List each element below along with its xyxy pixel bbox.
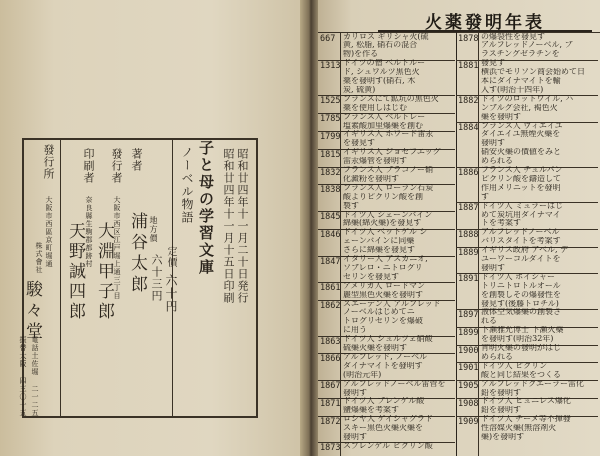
- timeline-year: 1846: [320, 229, 341, 240]
- timeline-event: 炭, 硫黄): [343, 85, 376, 94]
- timeline-event: 酸と同じ結果をつくる: [481, 370, 561, 379]
- timeline-year: 1838: [320, 185, 341, 196]
- price-local-label: 地方價: [149, 216, 158, 243]
- timeline-event: を發見す: [343, 139, 375, 148]
- timeline-event: 塩素酸加里爆藥を創む: [343, 121, 423, 130]
- timeline-year: 1878: [458, 34, 479, 44]
- timeline-event: ノーベルはじめてニ: [343, 308, 415, 317]
- timeline-event: ェーンバインに同藥: [343, 237, 415, 246]
- timeline-year: 1901: [458, 363, 479, 374]
- timeline-event: トを考案す: [481, 219, 521, 228]
- timeline-event: 發見す: [481, 59, 505, 68]
- timeline-event: フランス人 ベルトレー: [343, 112, 426, 121]
- timeline-year: 1845: [320, 212, 341, 222]
- timeline-event: ロシヤ人 ゲイシャグラド: [343, 415, 433, 424]
- price-label: 定價: [165, 246, 176, 268]
- timeline-year: 1882: [458, 96, 479, 107]
- timeline-event: ドイツの僧 ベルトルー: [343, 59, 426, 68]
- timeline-event: 物)を作る: [343, 50, 379, 59]
- author-name: 浦谷太郎: [127, 212, 147, 296]
- timeline-event: れる: [481, 317, 497, 326]
- timeline-event: 薬を發明す(硝石, 木: [343, 77, 416, 85]
- timeline-event: ダイナマイトを發明す: [343, 361, 423, 370]
- timeline-year: 1908: [458, 398, 479, 409]
- timeline-event: 藥を發明す: [481, 112, 521, 121]
- timeline-event: 鉛を發明す: [481, 406, 521, 415]
- issuer-company-type: 株式會社: [35, 242, 43, 274]
- timeline-event: ピクリン酸を鑄造して: [481, 174, 561, 183]
- issuer-name: 駿々堂: [22, 280, 42, 343]
- timeline-year: 1862: [320, 301, 341, 311]
- timeline-year: 1884: [458, 123, 479, 133]
- timeline-year: 1861: [320, 283, 341, 294]
- timeline-event: 藥)を發明す: [481, 433, 525, 441]
- timeline-event: スエーデン人 アルフレッド: [343, 299, 441, 308]
- timeline-event: ラスチングゼラチンを: [481, 50, 560, 59]
- timeline-event: 性溶媒火藥(無溶剤火: [481, 424, 557, 433]
- timeline-event: ドイツ人 チーメ等不揮發: [481, 415, 571, 424]
- publisher-name: 大淵甲子郎: [94, 222, 114, 322]
- timeline-event: アルフレッドノーベル: [481, 228, 560, 237]
- timeline-event: イギリス人 ホワード雷汞: [343, 130, 434, 139]
- timeline-event: トリニトロトルオール: [481, 281, 561, 290]
- timeline-event: 下瀬雅允博士 下瀬火藥: [481, 326, 564, 335]
- timeline-year: 1525: [320, 96, 341, 107]
- timeline-year: 1871: [320, 398, 341, 409]
- timeline-event: ドイツ人 シェーンバイン: [343, 210, 433, 219]
- timeline-year: 1815: [320, 149, 341, 160]
- timeline-year: 1866: [320, 354, 341, 365]
- timeline-event: フランスにて鉱坑の黒色火: [343, 94, 439, 103]
- timeline-event: 横浜でモリソン商会始めて日: [481, 68, 585, 77]
- publish-date: 昭和廿四年十一月二十日発行: [236, 148, 249, 304]
- issuer-phone: 電話土佐堀 二一二五: [31, 336, 39, 417]
- book-title: ノーベル物語: [180, 146, 194, 224]
- price-local-value: 六十三円: [150, 254, 163, 302]
- timeline-event: 化澱粉を發明す: [343, 174, 399, 183]
- timeline-event: アルフレッドクエーラー雷化: [481, 379, 584, 388]
- timeline-event: められる: [481, 157, 513, 166]
- author-label: 著者: [130, 148, 143, 172]
- timeline-year: 1863: [320, 336, 341, 347]
- timeline-event: 薬を使用しはじむ: [343, 103, 407, 112]
- timeline-event: 雷汞爆管を發明す: [343, 157, 407, 166]
- timeline-year: 667: [320, 34, 336, 44]
- issuer-label: 發行所: [42, 144, 55, 180]
- timeline-event: ドイツ人 ベットゲル シ: [343, 228, 428, 237]
- timeline-event: 綿藥(綿火藥)を發見す: [343, 219, 422, 228]
- timeline-event: アメリカ人 ロードマン: [343, 281, 425, 290]
- timeline-event: 發明す: [343, 388, 367, 397]
- timeline-event: ダイエイユ無煙火藥を: [481, 130, 561, 139]
- timeline-event: ソブレロ・ニトログリ: [343, 263, 423, 272]
- timeline-year: 1897: [458, 309, 479, 320]
- timeline-year: 1881: [458, 60, 479, 71]
- timeline-event: を創製しその爆發性を: [481, 290, 561, 299]
- timeline-event: 發見す(後藤トロチル): [481, 299, 559, 308]
- timeline-event: 液体空気爆藥の創製さ: [481, 308, 561, 317]
- printer-name: 天野誠四郎: [65, 222, 85, 322]
- timeline-event: バリスタイトを考案す: [481, 237, 561, 246]
- timeline-event: カリロス ギリシャ火(硫: [343, 32, 429, 41]
- timeline-event: 硫藥火藥を發明す: [343, 344, 407, 352]
- timeline-event: 鉛を發明す: [481, 388, 521, 397]
- timeline-event: ドイツ人 ヒュニレス爆化: [481, 397, 571, 406]
- timeline-event: アルフレッドノーベル雷管を: [343, 379, 446, 388]
- timeline-event: ドイツ人 ホイシャー: [481, 272, 555, 281]
- timeline-event: の爆裂性を發見す: [481, 32, 545, 41]
- timeline-event: 作用メリニットを發明: [481, 183, 561, 192]
- timeline-event: められる: [481, 352, 513, 361]
- timeline-table: [318, 32, 600, 456]
- timeline-event: イタリー人 アスカニオ,: [343, 255, 428, 263]
- timeline-event: 發明す: [481, 263, 505, 272]
- timeline-year: 1872: [320, 416, 341, 427]
- timeline-event: ド, シュワルツ黒色火: [343, 68, 420, 77]
- timeline-event: フランス人 チュルパン: [481, 166, 563, 174]
- timeline-event: に用う: [343, 326, 367, 335]
- book-gutter: [300, 0, 320, 456]
- timeline-event: 硝安火藥の價値をみと: [481, 148, 561, 157]
- timeline-event: ンブルグ会社, 褐色火: [481, 103, 558, 112]
- issuer-address: 大阪市西區京町堀通: [45, 196, 53, 268]
- timeline-event: ユーワーコルダイトを: [481, 255, 561, 263]
- colophon-box: [19, 138, 258, 418]
- timeline-year: 1799: [320, 131, 341, 142]
- timeline-event: (明治元年): [343, 370, 382, 379]
- timeline-event: ドイツ人 シュルツェ硝酸: [343, 335, 433, 344]
- timeline-event: 黄, 松脂, 硝石の混合: [343, 41, 418, 50]
- timeline-event: ドイツ人 ミュラーはじ: [481, 201, 563, 210]
- timeline-event: 鹽爆藥を考案す: [343, 406, 399, 415]
- author-address: 大阪市西区江戸堀上通三丁目: [113, 196, 121, 300]
- timeline-event: 入す(明治十四年): [481, 85, 544, 94]
- timeline-event: セリンを發見す: [343, 272, 399, 281]
- series-title: 子と母の学習文庫: [197, 140, 215, 276]
- timeline-event: スプレンゲル ピクリン酸: [343, 441, 433, 450]
- timeline-year: 1891: [458, 274, 479, 285]
- print-date: 昭和廿四年十一月十五日印刷: [222, 148, 235, 304]
- timeline-year: 1867: [320, 381, 341, 392]
- publisher-address: 奈良縣生駒郡都跡村: [85, 196, 93, 268]
- timeline-event: イギリス政府 アベル, デ: [481, 246, 569, 255]
- timeline-year: 1313: [320, 60, 341, 71]
- timeline-event: アルフレッドノーベル, ブ: [481, 41, 573, 50]
- timeline-event: 發明す: [343, 433, 367, 441]
- timeline-event: トログリセリンを爆破: [343, 317, 423, 326]
- timeline-event: フランス人 ヴィエイユ: [481, 121, 563, 130]
- timeline-year: 1887: [458, 203, 479, 214]
- price-value: 六十円: [164, 274, 178, 313]
- timeline-event: 發明す: [481, 139, 505, 148]
- timeline-event: めて炭坑用ダイナマイ: [481, 210, 561, 219]
- timeline-year: 1847: [320, 256, 341, 267]
- right-page: [318, 0, 600, 456]
- table-title: 火薬發明年表: [378, 8, 592, 32]
- timeline-event: さらに綿藥を發見す: [343, 246, 415, 255]
- timeline-event: スキー黒色火藥火藥を: [343, 424, 423, 433]
- timeline-event: ドイツ人 ブレンゲル酸: [343, 397, 425, 406]
- timeline-event: ドイツ人 ピクリン: [481, 361, 548, 370]
- timeline-year: 1899: [458, 327, 479, 338]
- timeline-event: す: [481, 192, 489, 201]
- timeline-event: ドイツのロットワイル, ハ: [481, 94, 574, 103]
- timeline-year: 1785: [320, 114, 341, 125]
- timeline-event: イギリス人 ジョセフエッグ: [343, 148, 441, 157]
- timeline-year: 1909: [458, 416, 479, 427]
- timeline-year: 1832: [320, 167, 341, 178]
- timeline-year: 1873: [320, 443, 341, 454]
- timeline-event: 製す: [343, 201, 359, 210]
- timeline-event: を發明す(明治32年): [481, 335, 554, 344]
- issuer-account: 振替大阪 四三〇一五: [19, 336, 27, 417]
- timeline-event: フランス人 ローラン石炭: [343, 183, 434, 192]
- timeline-year: 1889: [458, 247, 479, 258]
- timeline-event: 酸よりピクリン酸を創: [343, 192, 423, 201]
- timeline-year: 1905: [458, 381, 479, 392]
- timeline-year: 1900: [458, 345, 479, 356]
- timeline-year: 1886: [458, 167, 479, 178]
- timeline-year: 1888: [458, 229, 479, 240]
- timeline-event: 宵明火藥の發明がはじ: [481, 344, 561, 352]
- printer-label: 印刷者: [82, 148, 95, 184]
- timeline-event: 本にダイナマイトを輸: [481, 77, 561, 85]
- publisher-label: 發行者: [110, 148, 123, 184]
- timeline-event: フランス人 ブラコノー硝: [343, 166, 434, 174]
- timeline-event: アルフレッド, ノーベル: [343, 352, 428, 361]
- timeline-event: 麗型黒色火藥を發明す: [343, 290, 423, 299]
